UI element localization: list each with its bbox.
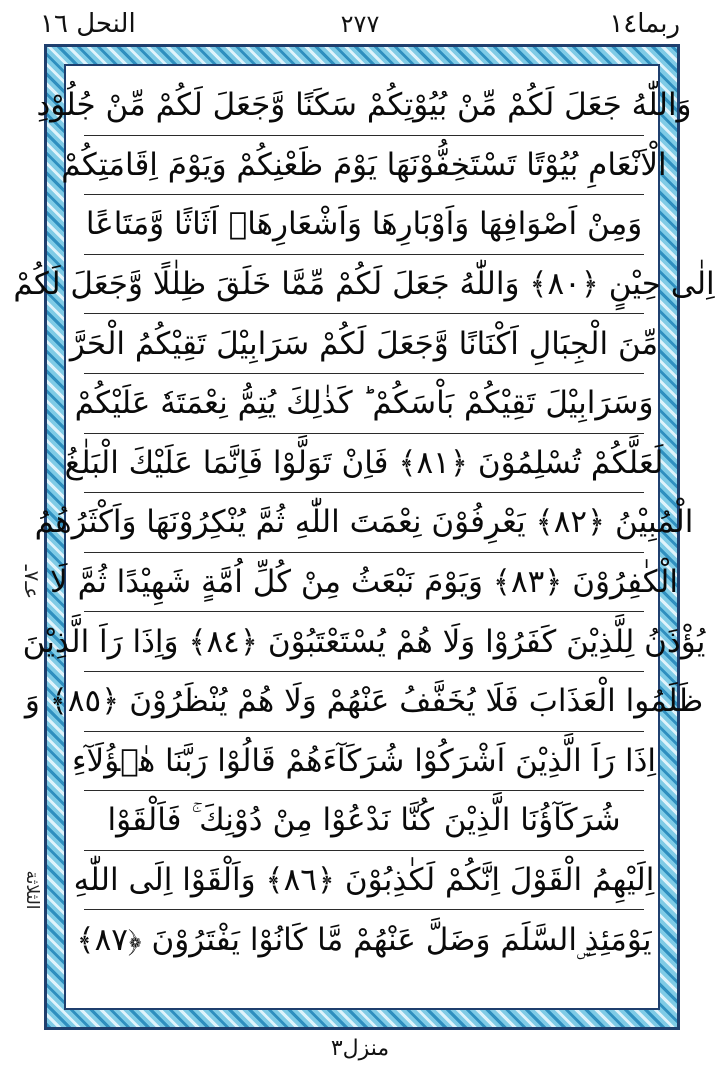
verse-line: مِّنَ الْجِبَالِ اَكْنَانًا وَّجَعَلَ لَكُمْ سَرَابِيْلَ تَقِيْكُمُ الْحَرَّ (84, 314, 644, 374)
manzil-label: منزل٣ (330, 1036, 390, 1061)
verse-line: وَمِنْ اَصْوَافِهَا وَاَوْبَارِهَا وَاَشْعَارِهَاۤ اَثَاثًا وَّمَتَاعًا (84, 195, 644, 255)
verse-line: ظَلَمُوا الْعَذَابَ فَلَا يُخَفَّفُ عَنْهُمْ وَلَا هُمْ يُنْظَرُوْنَ ﴿٨٥﴾ وَ (84, 672, 644, 732)
ruku-marker: عـ٧ـ (20, 564, 44, 600)
verse-line: اِلَيْهِمُ الْقَوْلَ اِنَّكُمْ لَكٰذِبُوْنَ ﴿٨٦﴾ وَاَلْقَوْا اِلَى اللّٰهِ (84, 851, 644, 911)
verse-line: يَوْمَئِذِ ۣالسَّلَمَ وَضَلَّ عَنْهُمْ مَّا كَانُوْا يَفْتَرُوْنَ ﴿٨٧﴾ (76, 921, 652, 958)
verse-line: وَاللّٰهُ جَعَلَ لَكُمْ مِّنْ بُيُوْتِكُمْ سَكَنًا وَّجَعَلَ لَكُمْ مِّنْ جُلُوْدِ (84, 76, 644, 136)
juz-label: ربما١٤ (609, 9, 680, 39)
quarter-marker: الثلاثة (22, 870, 42, 910)
verse-line: الْاَنْعَامِ بُيُوْتًا تَسْتَخِفُّوْنَهَا يَوْمَ ظَعْنِكُمْ وَيَوْمَ اِقَامَتِكُمْ (84, 136, 644, 196)
page-header (0, 4, 720, 44)
verse-line: يُؤْذَنُ لِلَّذِيْنَ كَفَرُوْا وَلَا هُمْ يُسْتَعْتَبُوْنَ ﴿٨٤﴾ وَاِذَا رَاَ الَّذِيْنَ (84, 612, 644, 672)
verse-line: شُرَكَآؤُنَا الَّذِيْنَ كُنَّا نَدْعُوْا مِنْ دُوْنِكَ ۚ فَاَلْقَوْا (84, 791, 644, 851)
verse-line: الْمُبِيْنُ ﴿٨٢﴾ يَعْرِفُوْنَ نِعْمَتَ اللّٰهِ ثُمَّ يُنْكِرُوْنَهَا وَاَكْثَرُهُمُ (84, 493, 644, 553)
page-number: ٢٧٧ (340, 10, 380, 38)
verse-line: اِلٰى حِيْنٍ ﴿٨٠﴾ وَاللّٰهُ جَعَلَ لَكُمْ مِّمَّا خَلَقَ ظِلٰلًا وَّجَعَلَ لَكُمْ (84, 255, 644, 315)
verse-line: الْكٰفِرُوْنَ ﴿٨٣﴾ وَيَوْمَ نَبْعَثُ مِنْ كُلِّ اُمَّةٍ شَهِيْدًا ثُمَّ لَا (84, 553, 644, 613)
verse-line: اِذَا رَاَ الَّذِيْنَ اَشْرَكُوْا شُرَكَآءَهُمْ قَالُوْا رَبَّنَا هٰۤؤُلَآءِ (84, 732, 644, 792)
verse-line: وَسَرَابِيْلَ تَقِيْكُمْ بَاْسَكُمْ ؕ كَذٰلِكَ يُتِمُّ نِعْمَتَهٗ عَلَيْكُمْ (84, 374, 644, 434)
verse-line: لَعَلَّكُمْ تُسْلِمُوْنَ ﴿٨١﴾ فَاِنْ تَوَلَّوْا فَاِنَّمَا عَلَيْكَ الْبَلٰغُ (84, 434, 644, 494)
surah-label: النحل ١٦ (40, 9, 136, 39)
